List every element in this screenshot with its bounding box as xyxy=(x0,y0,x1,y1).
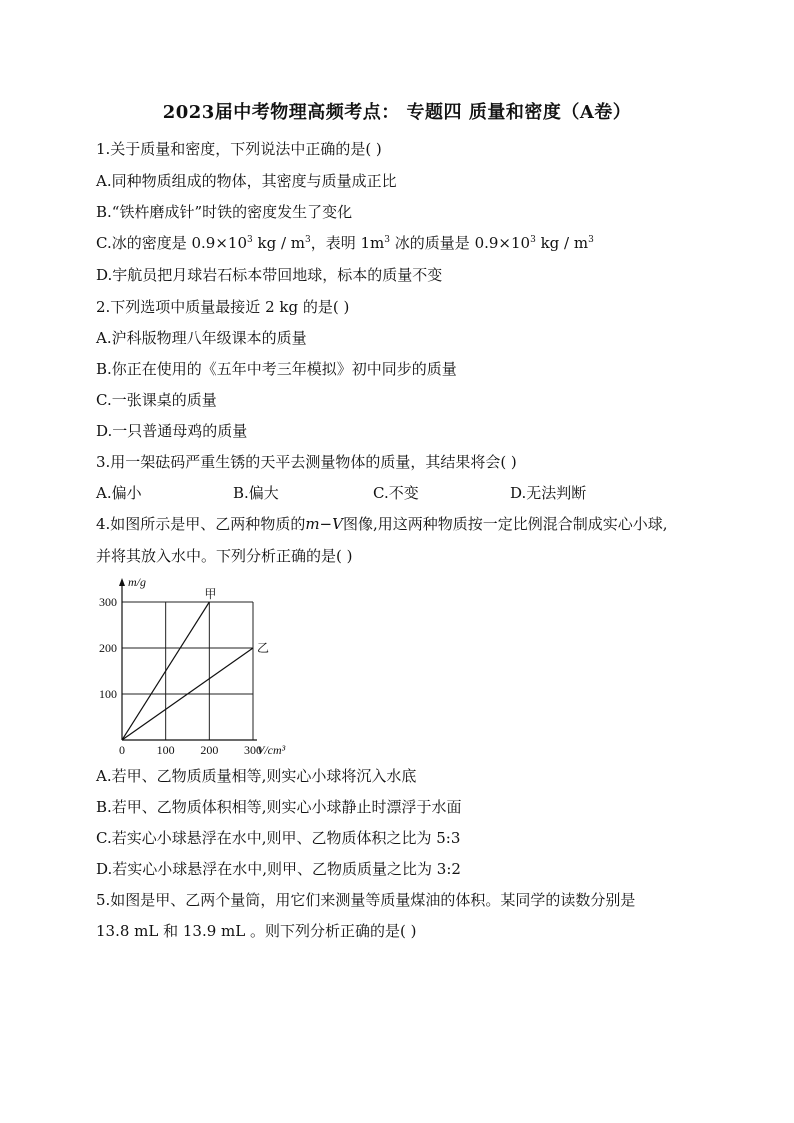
q4-stem-mv: m−V xyxy=(305,515,343,533)
q1-c-sup: 3 xyxy=(384,235,391,245)
x-tick-label: 0 xyxy=(119,743,125,754)
q1-c-sup: 3 xyxy=(305,235,311,245)
q5-stem-line2: 13.8 mL 和 13.9 mL 。则下列分析正确的是( ) xyxy=(96,922,417,940)
q4-option-b: B.若甲、乙物质体积相等,则实心小球静止时漂浮于水面 xyxy=(96,798,462,816)
q4-stem xyxy=(96,514,668,534)
q2-option-d: D.一只普通母鸡的质量 xyxy=(96,422,248,440)
q1-c-part: 冰的质量是 0.9×10 xyxy=(390,234,531,252)
q1-c-part: ，表明 1m xyxy=(310,234,385,252)
q2-option-b: B.你正在使用的《五年中考三年模拟》初中同步的质量 xyxy=(96,360,457,378)
q5-stem: 5.如图是甲、乙两个量筒，用它们来测量等质量煤油的体积。某同学的读数分别是 xyxy=(96,891,636,909)
q1-stem: 1.关于质量和密度，下列说法中正确的是( ) xyxy=(96,140,382,158)
q4-stem-line2: 并将其放入水中。下列分析正确的是( ) xyxy=(96,547,353,565)
q1-option-c xyxy=(96,233,594,253)
mv-graph xyxy=(92,572,312,754)
x-axis-label: V/cm³ xyxy=(257,743,286,754)
q1-c-sup: 3 xyxy=(530,235,536,245)
q3-option-d: D.无法判断 xyxy=(510,484,587,502)
q1-c-part: C.冰的密度是 0.9×10 xyxy=(96,234,247,252)
q1-option-b: B.“铁杵磨成针”时铁的密度发生了变化 xyxy=(96,203,353,221)
x-tick-label: 200 xyxy=(200,743,219,754)
q4-option-d: D.若实心小球悬浮在水中,则甲、乙物质质量之比为 3:2 xyxy=(96,860,461,878)
q3-stem: 3.用一架砝码严重生锈的天平去测量物体的质量，其结果将会( ) xyxy=(96,453,517,471)
graph-grid xyxy=(122,602,253,740)
y-axis-label: m/g xyxy=(128,575,146,589)
q3-options xyxy=(96,483,696,503)
q3-option-c: C.不变 xyxy=(373,484,419,502)
q1-c-part: kg / m xyxy=(252,234,306,252)
q1-option-d: D.宇航员把月球岩石标本带回地球，标本的质量不变 xyxy=(96,266,443,284)
q1-c-sup: 3 xyxy=(247,235,253,245)
q1-option-a: A.同种物质组成的物体，其密度与质量成正比 xyxy=(96,172,397,190)
q4-option-a: A.若甲、乙物质质量相等,则实心小球将沉入水底 xyxy=(96,767,417,785)
q3-option-a: A.偏小 xyxy=(96,484,142,502)
x-tick-label: 100 xyxy=(156,743,175,754)
y-axis-arrow xyxy=(119,578,125,586)
y-tick-label: 300 xyxy=(99,595,117,609)
page-title: 2023届中考物理高频考点： 专题四 质量和密度（A卷） xyxy=(162,102,632,123)
q1-c-part: kg / m xyxy=(535,234,589,252)
q4-stem-part: 4.如图所示是甲、乙两种物质的 xyxy=(96,515,306,533)
series-label: 甲 xyxy=(204,587,217,601)
x-tick-label: 300 xyxy=(244,743,262,754)
q4-option-c: C.若实心小球悬浮在水中,则甲、乙物质体积之比为 5:3 xyxy=(96,829,461,847)
y-tick-label: 200 xyxy=(99,641,117,655)
q4-stem-part: 图像,用这两种物质按一定比例混合制成实心小球, xyxy=(342,515,668,533)
q1-c-sup: 3 xyxy=(588,235,594,245)
q2-option-c: C.一张课桌的质量 xyxy=(96,391,217,409)
y-tick-label: 100 xyxy=(99,687,117,701)
series-label: 乙 xyxy=(257,641,270,655)
q2-stem: 2.下列选项中质量最接近 2 kg 的是( ) xyxy=(96,298,350,316)
graph-series xyxy=(122,602,253,740)
q3-option-b: B.偏大 xyxy=(233,484,279,502)
q2-option-a: A.沪科版物理八年级课本的质量 xyxy=(96,329,307,347)
